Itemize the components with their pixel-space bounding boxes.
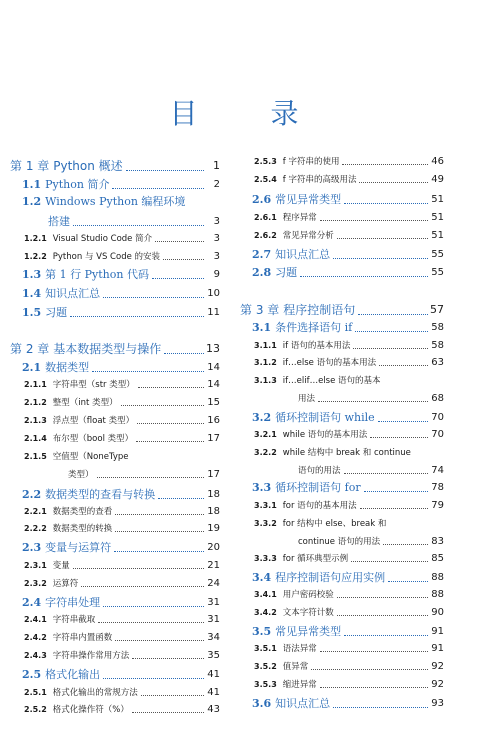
leader-dots: [358, 314, 428, 315]
toc-entry-number: 2.1: [22, 361, 42, 374]
leader-dots: [112, 188, 204, 189]
toc-entry-number: 2.1.5: [24, 452, 47, 461]
toc-entry-title: 字符串操作常用方法: [52, 651, 130, 661]
toc-entry-page-number: 20: [207, 542, 220, 553]
leader-dots: [364, 491, 428, 492]
toc-entry-page-number: 21: [207, 560, 220, 571]
toc-entry-title: Python 概述: [53, 159, 123, 173]
toc-entry-sub: [10, 233, 220, 245]
toc-entry-sub: [10, 506, 220, 518]
toc-entry-number: 1.5: [22, 306, 42, 319]
toc-entry-sub: [240, 429, 444, 441]
toc-entry-sub: [240, 607, 444, 619]
toc-entry-sec: [240, 410, 444, 425]
leader-dots: [320, 220, 428, 221]
toc-entry-title: 变量与运算符: [45, 541, 112, 554]
toc-entry-page-number: 17: [207, 469, 220, 480]
toc-entry-title: while 语句的基本用法: [282, 430, 368, 440]
toc-entry-title: 缩进异常: [282, 680, 317, 690]
toc-entry-page-number: 88: [431, 589, 444, 600]
toc-entry-page-number: 16: [207, 415, 220, 426]
toc-entry-sub: [240, 679, 444, 691]
toc-entry-sub: [10, 632, 220, 644]
leader-dots: [318, 401, 428, 402]
leader-dots: [320, 651, 428, 652]
toc-entry-page-number: 63: [431, 357, 444, 368]
toc-entry-sub: [240, 156, 444, 168]
leader-dots: [132, 658, 204, 659]
toc-entry-number: 3.3.2: [254, 519, 277, 528]
leader-dots: [97, 477, 204, 478]
toc-entry-page-number: 91: [431, 626, 444, 637]
toc-entry-number: 2.6.1: [254, 213, 277, 222]
toc-entry-sec: [240, 192, 444, 207]
toc-entry-sub: [10, 650, 220, 662]
toc-entry-title: f 字符串的高级用法: [282, 175, 357, 185]
toc-entry-number: 3.5: [252, 625, 272, 638]
toc-entry-number: 1.2: [22, 195, 42, 208]
toc-entry-title-continued: continue 语句的用法: [298, 537, 381, 547]
toc-entry-number: 2.4: [22, 596, 42, 609]
toc-entry-sub: [240, 518, 444, 548]
leader-dots: [115, 531, 204, 532]
toc-entry-sec: [10, 194, 220, 229]
toc-entry-number: 3.1.3: [254, 376, 277, 385]
toc-entry-sec: [10, 540, 220, 555]
toc-entry-number: 1.3: [22, 268, 42, 281]
toc-entry-page-number: 14: [207, 379, 220, 390]
toc-entry-title: 数据类型: [45, 361, 90, 374]
toc-entry-sec: [10, 177, 220, 192]
toc-entry-number: 2.5.1: [24, 688, 47, 697]
leader-dots: [337, 238, 428, 239]
toc-entry-title: 变量: [52, 561, 70, 571]
toc-entry-page-number: 3: [213, 216, 220, 227]
leader-dots: [136, 441, 204, 442]
leader-dots: [121, 405, 204, 406]
toc-entry-page-number: 46: [431, 156, 444, 167]
toc-entry-title: Python 与 VS Code 的安装: [52, 252, 161, 262]
toc-entry-title: 程序控制语句: [283, 303, 356, 317]
toc-entry-sec: [10, 267, 220, 282]
toc-entry-page-number: 34: [207, 632, 220, 643]
toc-entry-number: 1.4: [22, 287, 42, 300]
toc-entry-title: 字符串型（str 类型）: [52, 380, 135, 390]
toc-entry-page-number: 92: [431, 679, 444, 690]
leader-dots: [163, 259, 204, 260]
toc-entry-sub: [10, 415, 220, 427]
toc-entry-sec: [10, 667, 220, 682]
leader-dots: [378, 421, 428, 422]
toc-entry-title: 运算符: [52, 579, 79, 589]
toc-entry-sub: [240, 230, 444, 242]
leader-dots: [152, 278, 204, 279]
toc-entry-title: f 字符串的使用: [282, 157, 340, 167]
toc-entry-title: for 循环典型示例: [282, 554, 349, 564]
toc-entry-number: 2.4.3: [24, 651, 47, 660]
toc-entry-sec: [240, 624, 444, 639]
toc-entry-title: 用户密码校验: [282, 590, 334, 600]
toc-entry-ch: [10, 158, 220, 174]
toc-entry-title: if…elif…else 语句的基本: [282, 376, 381, 386]
toc-entry-page-number: 70: [431, 412, 444, 423]
leader-dots: [81, 586, 204, 587]
toc-entry-number: 2.7: [252, 248, 272, 261]
toc-entry-page-number: 79: [431, 500, 444, 511]
toc-entry-number: 3.2: [252, 411, 272, 424]
toc-entry-sec: [240, 247, 444, 262]
toc-entry-sub: [240, 661, 444, 673]
toc-entry-number: 2.1.1: [24, 380, 47, 389]
toc-entry-title: for 语句的基本用法: [282, 501, 357, 511]
toc-entry-page-number: 93: [431, 698, 444, 709]
toc-entry-title: Windows Python 编程环境: [45, 195, 186, 208]
toc-entry-title: 数据类型的查看: [52, 507, 113, 517]
toc-entry-page-number: 31: [207, 614, 220, 625]
toc-entry-page-number: 88: [431, 572, 444, 583]
toc-entry-title-continued: 用法: [298, 394, 316, 404]
toc-entry-sec: [10, 360, 220, 375]
toc-entry-number: 2.5.2: [24, 705, 47, 714]
toc-entry-sub: [240, 212, 444, 224]
toc-entry-title: 第 1 行 Python 代码: [45, 268, 149, 281]
toc-entry-title: 知识点汇总: [275, 697, 331, 710]
toc-entry-page-number: 51: [431, 212, 444, 223]
toc-entry-page-number: 51: [431, 230, 444, 241]
toc-entry-page-number: 58: [431, 340, 444, 351]
toc-entry-page-number: 70: [431, 429, 444, 440]
toc-entry-title: 习题: [275, 266, 298, 279]
leader-dots: [155, 241, 204, 242]
toc-entry-title: 常见异常类型: [275, 625, 342, 638]
toc-entry-sec: [10, 305, 220, 320]
toc-entry-number: 3.5.3: [254, 680, 277, 689]
toc-entry-title: 程序控制语句应用实例: [275, 571, 386, 584]
leader-dots: [92, 371, 204, 372]
leader-dots: [344, 473, 428, 474]
toc-entry-title: while 结构中 break 和 continue: [282, 448, 411, 458]
toc-entry-number: 3.4: [252, 571, 272, 584]
toc-entry-title: 基本数据类型与操作: [53, 342, 162, 356]
toc-entry-sec: [240, 696, 444, 711]
toc-entry-title: Python 简介: [45, 178, 110, 191]
toc-entry-title: 习题: [45, 306, 68, 319]
leader-dots: [370, 437, 428, 438]
toc-entry-page-number: 85: [431, 553, 444, 564]
leader-dots: [73, 225, 204, 226]
toc-entry-number: 第 1 章: [10, 159, 50, 173]
leader-dots: [355, 331, 428, 332]
toc-entry-number: 1.2.2: [24, 252, 47, 261]
leader-dots: [300, 276, 428, 277]
toc-entry-title: 知识点汇总: [275, 248, 331, 261]
toc-entry-number: 2.5.3: [254, 157, 277, 166]
toc-entry-number: 3.3: [252, 481, 272, 494]
toc-entry-number: 3.3.1: [254, 501, 277, 510]
leader-dots: [126, 170, 204, 171]
leader-dots: [353, 348, 428, 349]
toc-entry-sub: [10, 560, 220, 572]
toc-entry-page-number: 18: [207, 489, 220, 500]
toc-entry-number: 2.2.2: [24, 524, 47, 533]
toc-entry-title: 语法异常: [282, 644, 317, 654]
toc-entry-title: if…else 语句的基本用法: [282, 358, 377, 368]
toc-entry-title: 循环控制语句 for: [275, 481, 361, 494]
leader-dots: [70, 316, 204, 317]
leader-dots: [73, 568, 204, 569]
toc-entry-number: 3.1: [252, 321, 272, 334]
toc-entry-page-number: 41: [207, 687, 220, 698]
toc-entry-sec: [240, 265, 444, 280]
toc-entry-title: 常见异常分析: [282, 231, 334, 241]
toc-entry-ch: [240, 302, 444, 318]
toc-entry-sec: [10, 487, 220, 502]
leader-dots: [337, 615, 428, 616]
leader-dots: [158, 498, 204, 499]
toc-entry-title: 格式化输出: [45, 668, 101, 681]
leader-dots: [333, 258, 428, 259]
toc-entry-number: 2.8: [252, 266, 272, 279]
toc-entry-sub: [10, 687, 220, 699]
toc-entry-sub: [10, 614, 220, 626]
toc-entry-page-number: 55: [431, 267, 444, 278]
toc-entry-page-number: 18: [207, 506, 220, 517]
toc-entry-sub: [240, 500, 444, 512]
leader-dots: [333, 707, 428, 708]
toc-entry-number: 2.6.2: [254, 231, 277, 240]
toc-entry-title: 条件选择语句 if: [275, 321, 353, 334]
toc-entry-page-number: 2: [213, 179, 220, 190]
toc-entry-sub: [240, 340, 444, 352]
toc-entry-number: 2.1.2: [24, 398, 47, 407]
toc-entry-title: 数据类型的转换: [52, 524, 113, 534]
toc-entry-number: 第 2 章: [10, 342, 50, 356]
toc-entry-page-number: 90: [431, 607, 444, 618]
toc-entry-title: 浮点型（float 类型）: [52, 416, 135, 426]
toc-entry-number: 2.2.1: [24, 507, 47, 516]
toc-entry-page-number: 68: [431, 393, 444, 404]
leader-dots: [320, 687, 428, 688]
leader-dots: [115, 640, 204, 641]
toc-entry-title-continued: 搭建: [48, 215, 70, 228]
toc-entry-number: 2.6: [252, 193, 272, 206]
toc-entry-number: 3.5.1: [254, 644, 277, 653]
leader-dots: [311, 669, 428, 670]
toc-entry-number: 3.4.2: [254, 608, 277, 617]
toc-entry-title: if 语句的基本用法: [282, 341, 351, 351]
toc-entry-page-number: 91: [431, 643, 444, 654]
toc-entry-number: 2.1.3: [24, 416, 47, 425]
leader-dots: [103, 297, 204, 298]
toc-entry-number: 2.5.4: [254, 175, 277, 184]
toc-entry-sub: [240, 357, 444, 369]
toc-entry-number: 3.1.1: [254, 341, 277, 350]
toc-entry-number: 3.1.2: [254, 358, 277, 367]
toc-entry-title: 程序异常: [282, 213, 317, 223]
toc-entry-sec: [10, 286, 220, 301]
toc-entry-number: 3.6: [252, 697, 272, 710]
toc-entry-page-number: 78: [431, 482, 444, 493]
toc-entry-page-number: 14: [207, 362, 220, 373]
toc-entry-page-number: 31: [207, 597, 220, 608]
leader-dots: [342, 164, 428, 165]
page-title: 目 录: [169, 97, 331, 130]
toc-entry-page-number: 11: [207, 307, 220, 318]
leader-dots: [137, 423, 204, 424]
toc-entry-page-number: 58: [431, 322, 444, 333]
toc-entry-title: 空值型（NoneType: [52, 452, 129, 462]
toc-entry-sec: [240, 320, 444, 335]
toc-entry-sub: [10, 523, 220, 535]
toc-entry-title: 字符串截取: [52, 615, 96, 625]
leader-dots: [344, 203, 428, 204]
toc-entry-number: 2.3.2: [24, 579, 47, 588]
toc-entry-title: 数据类型的查看与转换: [45, 488, 156, 501]
toc-entry-page-number: 15: [207, 397, 220, 408]
toc-entry-number: 1.2.1: [24, 234, 47, 243]
toc-entry-page-number: 74: [431, 465, 444, 476]
toc-entry-number: 2.4.2: [24, 633, 47, 642]
toc-entry-sub: [10, 704, 220, 716]
toc-entry-page-number: 43: [207, 704, 220, 715]
leader-dots: [351, 561, 428, 562]
toc-entry-title: 格式化输出的常规方法: [52, 688, 138, 698]
toc-entry-number: 1.1: [22, 178, 42, 191]
toc-entry-number: 2.4.1: [24, 615, 47, 624]
toc-entry-number: 3.3.3: [254, 554, 277, 563]
leader-dots: [359, 182, 428, 183]
toc-entry-number: 2.1.4: [24, 434, 47, 443]
toc-entry-page-number: 1: [213, 159, 220, 172]
toc-entry-number: 2.3.1: [24, 561, 47, 570]
leader-dots: [103, 606, 204, 607]
toc-entry-sub: [10, 397, 220, 409]
leader-dots: [164, 353, 204, 354]
toc-entry-title: 文本字符计数: [282, 608, 334, 618]
leader-dots: [379, 365, 428, 366]
leader-dots: [114, 551, 204, 552]
leader-dots: [103, 678, 204, 679]
toc-entry-sub: [10, 578, 220, 590]
toc-entry-page-number: 57: [430, 303, 444, 316]
toc-entry-title: 字符串内置函数: [52, 633, 113, 643]
toc-entry-sub: [10, 451, 220, 481]
leader-dots: [344, 635, 428, 636]
toc-entry-title: 常见异常类型: [275, 193, 342, 206]
leader-dots: [337, 597, 428, 598]
toc-entry-title: 布尔型（bool 类型）: [52, 434, 134, 444]
toc-entry-sub: [240, 375, 444, 405]
toc-entry-page-number: 49: [431, 174, 444, 185]
toc-entry-page-number: 51: [431, 194, 444, 205]
toc-entry-title: for 结构中 else、break 和: [282, 519, 387, 529]
toc-entry-ch: [10, 341, 220, 357]
toc-entry-number: 3.5.2: [254, 662, 277, 671]
toc-entry-title: 字符串处理: [45, 596, 101, 609]
toc-entry-sub: [240, 553, 444, 565]
toc-entry-title: 循环控制语句 while: [275, 411, 375, 424]
toc-entry-title: Visual Studio Code 简介: [52, 234, 153, 244]
toc-entry-sub: [10, 379, 220, 391]
toc-entry-page-number: 24: [207, 578, 220, 589]
toc-entry-sec: [240, 480, 444, 495]
toc-entry-page-number: 41: [207, 669, 220, 680]
leader-dots: [98, 622, 204, 623]
toc-entry-number: 2.2: [22, 488, 42, 501]
toc-entry-title-continued: 类型）: [68, 470, 94, 480]
toc-entry-number: 2.3: [22, 541, 42, 554]
toc-entry-number: 3.2.2: [254, 448, 277, 457]
toc-entry-page-number: 3: [213, 233, 220, 244]
toc-entry-page-number: 35: [207, 650, 220, 661]
toc-entry-page-number: 55: [431, 249, 444, 260]
toc-entry-number: 第 3 章: [240, 303, 280, 317]
toc-entry-page-number: 10: [207, 288, 220, 299]
toc-entry-number: 3.4.1: [254, 590, 277, 599]
toc-entry-number: 2.5: [22, 668, 42, 681]
toc-entry-sub: [240, 643, 444, 655]
toc-entry-title: 整型（int 类型）: [52, 398, 118, 408]
leader-dots: [138, 387, 204, 388]
toc-entry-title: 值异常: [282, 662, 309, 672]
toc-entry-page-number: 13: [206, 342, 220, 355]
toc-entry-sub: [10, 433, 220, 445]
toc-entry-sec: [240, 570, 444, 585]
leader-dots: [388, 581, 428, 582]
leader-dots: [132, 712, 204, 713]
toc-entry-page-number: 19: [207, 523, 220, 534]
toc-entry-page-number: 17: [207, 433, 220, 444]
toc-entry-sub: [10, 251, 220, 263]
toc-entry-title: 格式化操作符（%）: [52, 705, 129, 715]
leader-dots: [115, 514, 204, 515]
toc-entry-sub: [240, 589, 444, 601]
toc-entry-page-number: 92: [431, 661, 444, 672]
toc-entry-page-number: 83: [431, 536, 444, 547]
toc-entry-title: 知识点汇总: [45, 287, 101, 300]
toc-entry-number: 3.2.1: [254, 430, 277, 439]
toc-entry-page-number: 3: [213, 251, 220, 262]
leader-dots: [360, 508, 428, 509]
toc-entry-sub: [240, 447, 444, 477]
leader-dots: [383, 544, 428, 545]
toc-entry-sec: [10, 595, 220, 610]
toc-entry-title-continued: 语句的用法: [298, 466, 341, 476]
leader-dots: [141, 695, 204, 696]
toc-entry-page-number: 9: [213, 269, 220, 280]
toc-entry-sub: [240, 174, 444, 186]
